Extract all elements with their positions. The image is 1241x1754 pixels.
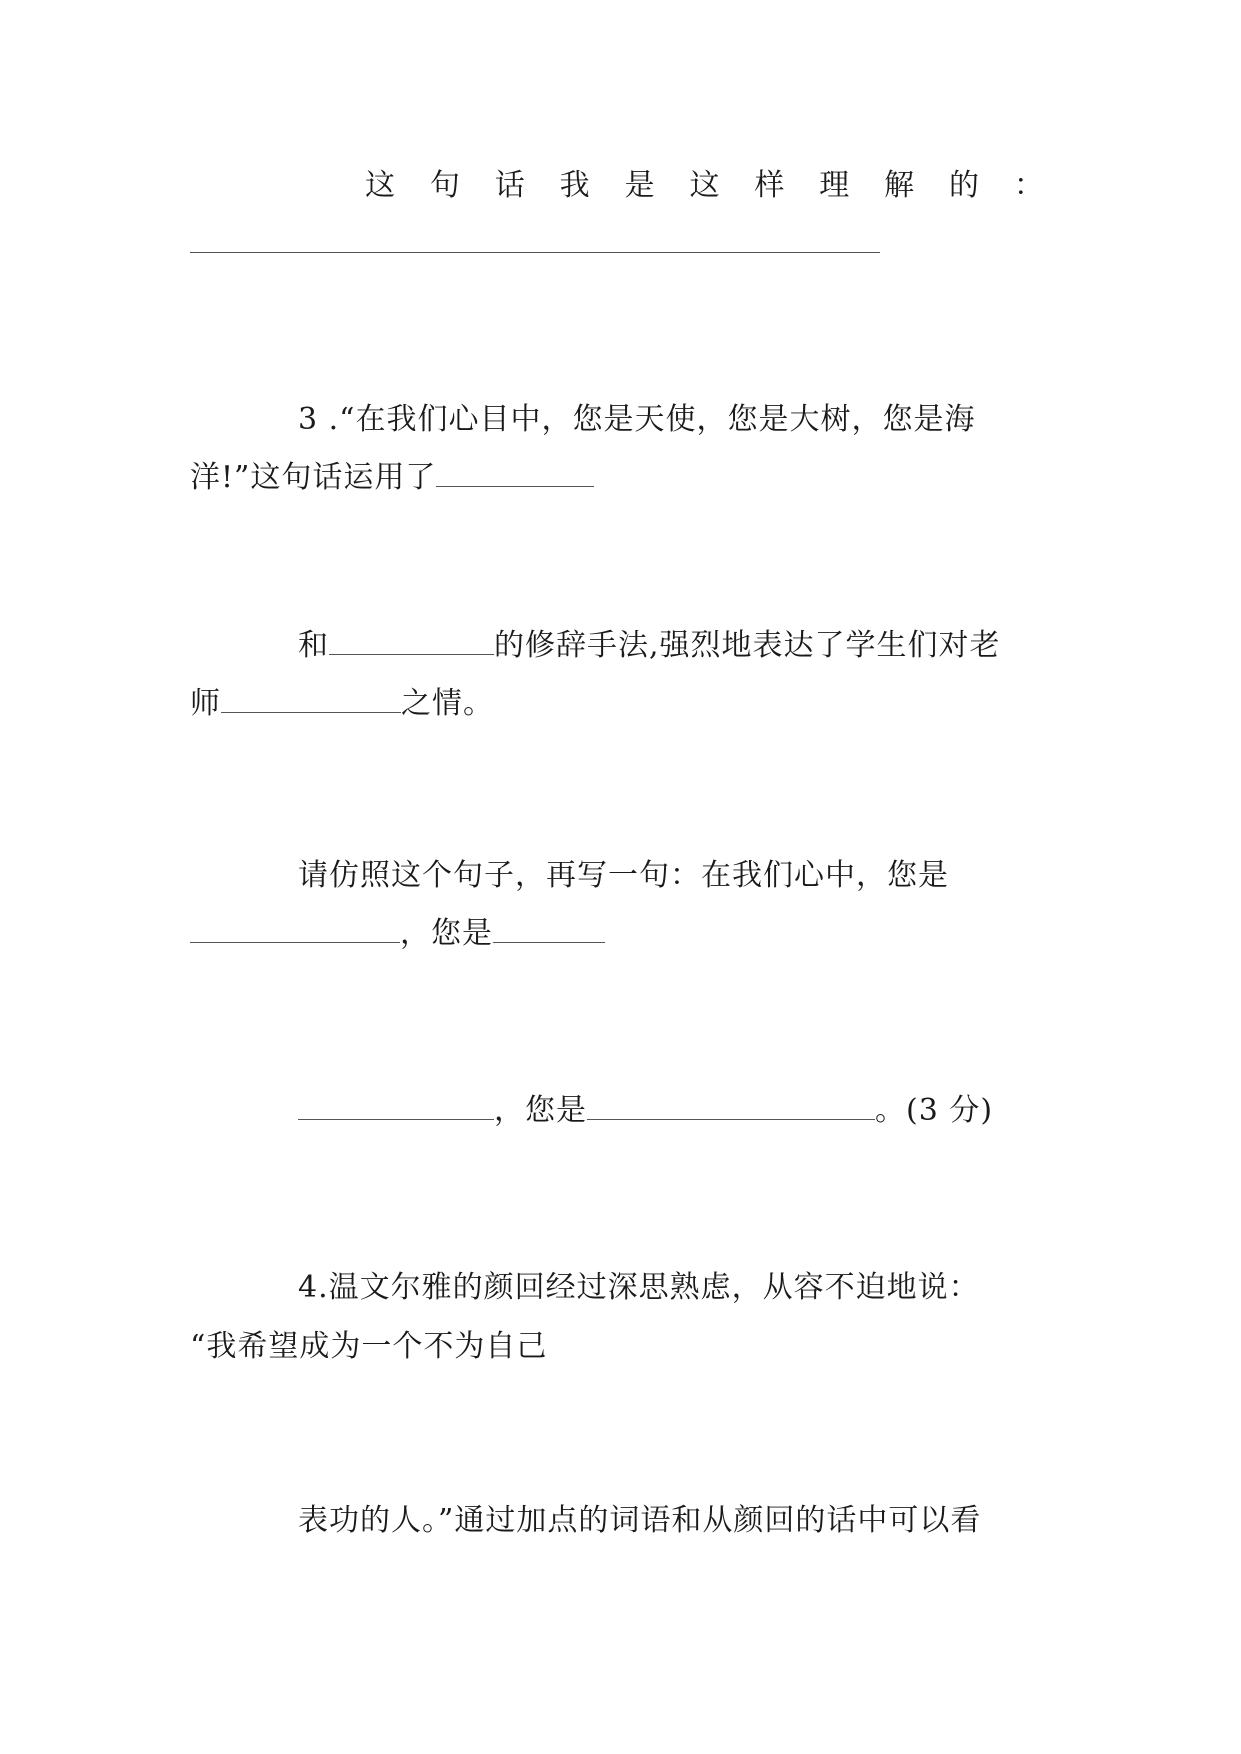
blank-field[interactable] — [329, 628, 494, 655]
q3-line-7-end: 。(3 分) — [875, 1093, 994, 1128]
blank-field[interactable] — [587, 1093, 875, 1120]
answer-line — [190, 252, 880, 253]
q3-line-1: 3 .“在我们心目中，您是天使，您是大树，您是海 — [298, 402, 976, 437]
blank-field[interactable] — [221, 686, 401, 713]
q3-line-2 — [190, 460, 1050, 496]
prompt-char: 这 — [689, 168, 721, 203]
prompt-char: 这 — [365, 168, 396, 203]
q3-line-2-text: 洋!”这句话运用了 — [190, 460, 437, 495]
q3-line-6 — [190, 916, 1050, 952]
blank-field[interactable] — [493, 916, 605, 943]
blank-field[interactable] — [298, 1093, 494, 1120]
q3-line-6-mid: ，您是 — [400, 916, 493, 951]
q3-line-5: 请仿照这个句子，再写一句：在我们心中，您是 — [298, 858, 949, 893]
q3-line-3 — [190, 628, 1158, 664]
understanding-prompt — [365, 168, 1045, 204]
prompt-char: 理 — [819, 168, 851, 203]
q3-line-4 — [190, 686, 1050, 722]
blank-field[interactable] — [190, 916, 400, 943]
prompt-char: 是 — [624, 168, 656, 203]
blank-field[interactable] — [436, 460, 594, 487]
q4-line-1: 4.温文尔雅的颜回经过深思熟虑，从容不迫地说： — [298, 1270, 980, 1305]
q3-line-3-suffix: 的修辞手法,强烈地表达了学生们对老 — [494, 628, 1001, 663]
q3-line-3-prefix: 和 — [298, 628, 329, 663]
prompt-char: 样 — [754, 168, 786, 203]
q3-line-4-suffix: 之情。 — [401, 686, 494, 721]
q3-line-7-mid: ，您是 — [494, 1093, 587, 1128]
q3-line-7 — [190, 1093, 1158, 1129]
q3-line-4-prefix: 师 — [190, 686, 221, 721]
prompt-char: 解 — [884, 168, 916, 203]
q4-line-2: “我希望成为一个不为自己 — [190, 1329, 548, 1364]
prompt-char: 我 — [559, 168, 591, 203]
prompt-char: ： — [1013, 168, 1045, 203]
prompt-char: 话 — [494, 168, 526, 203]
prompt-char: 的 — [949, 168, 981, 203]
prompt-char: 句 — [429, 168, 461, 203]
q4-line-3: 表功的人。”通过加点的词语和从颜回的话中可以看 — [298, 1503, 982, 1538]
